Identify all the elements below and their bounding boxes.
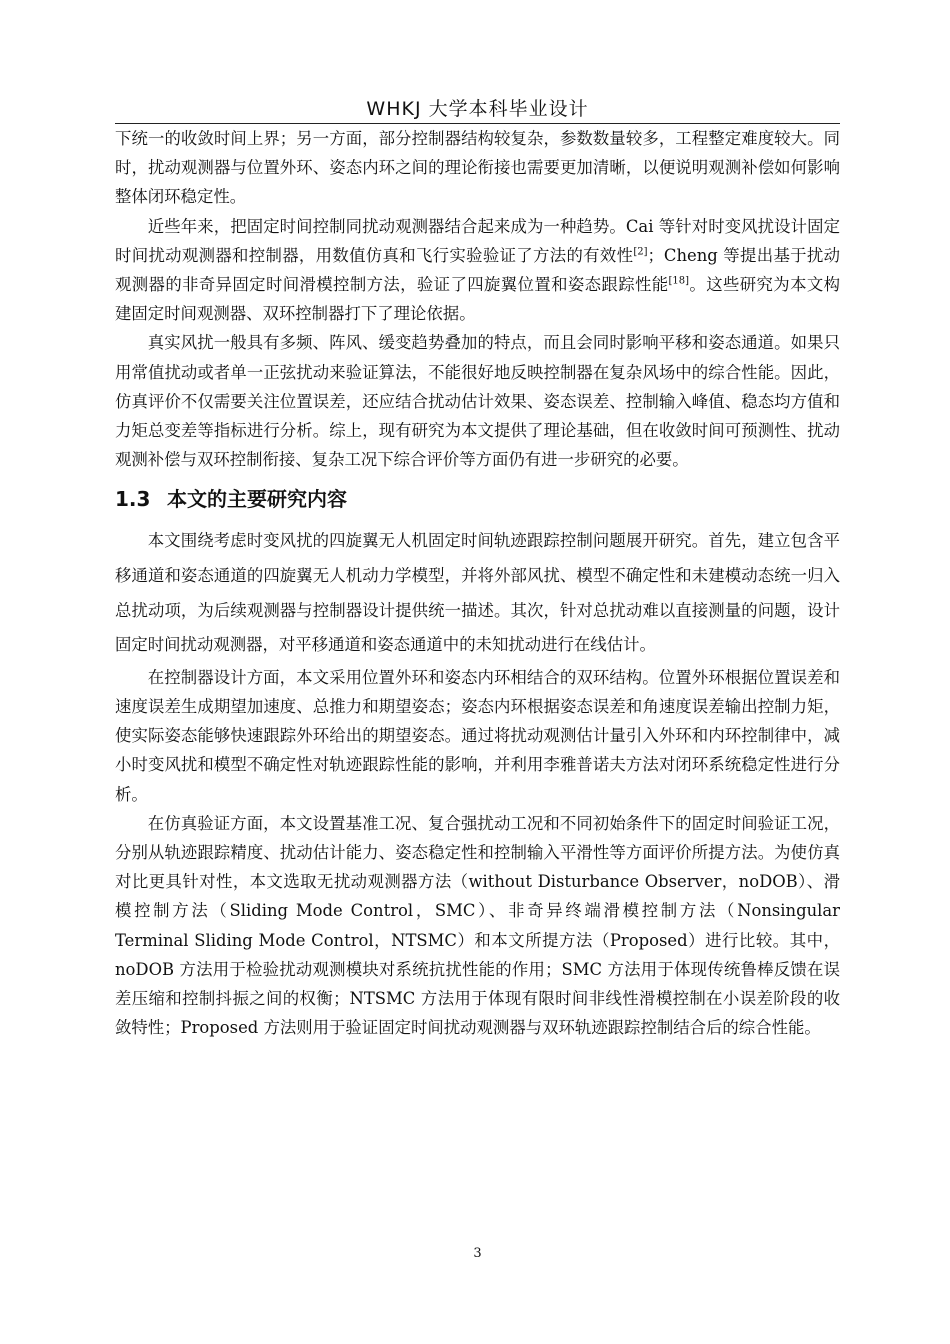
section-heading: [115, 484, 840, 514]
paragraph-simulation: 在仿真验证方面，本文设置基准工况、复合强扰动工况和不同初始条件下的固定时间验证工况，分别从轨迹跟踪精度、扰动估计能力、姿态稳定性和控制输入平滑性等方面评价所提方法。为使仿真对比更具针对性，本文选取无扰动观测器方法（without Disturbance Observer，noDOB）、滑模控制方法（Sliding Mode Control，SMC）、非奇异终端滑模控制方法（Nonsingular Terminal Sliding Mode Control，NTSMC）和本文所提方法（Proposed）进行比较。其中，noDOB 方法用于检验扰动观测模块对系统抗扰性能的作用；SMC 方法用于体现传统鲁棒反馈在误差压缩和控制抖振之间的权衡；NTSMC 方法用于体现有限时间非线性滑模控制在小误差阶段的收敛特性；Proposed 方法则用于验证固定时间扰动观测器与双环轨迹跟踪控制结合后的综合性能。: [115, 813, 840, 1038]
paragraph-text: ；Cheng 等提出基于扰动观测器的非奇异固定时间滑模控制方法，验证了四旋翼位置和姿态跟踪性能: [115, 245, 841, 295]
citation-marker: [18]: [668, 275, 690, 287]
paragraph-continued: 下统一的收敛时间上界；另一方面，部分控制器结构较复杂，参数数量较多，工程整定难度较大。同时，扰动观测器与位置外环、姿态内环之间的理论衔接也需要更加清晰，以便说明观测补偿如何影响整体闭环稳定性。: [115, 129, 840, 207]
paragraph-text: 近些年来，把固定时间控制同扰动观测器结合起来成为一种趋势。Cai 等针对时变风扰设计固定时间扰动观测器和控制器，用数值仿真和飞行实验验证了方法的有效性: [115, 216, 840, 265]
paragraph-wind-disturbance: 真实风扰一般具有多频、阵风、缓变趋势叠加的特点，而且会同时影响平移和姿态通道。如果只用常值扰动或者单一正弦扰动来验证算法，不能很好地反映控制器在复杂风场中的综合性能。因此，仿真评价不仅需要关注位置误差，还应结合扰动估计效果、姿态误差、控制输入峰值、稳态均方值和力矩总变差等指标进行分析。综上，现有研究为本文提供了理论基础，但在收敛时间可预测性、扰动观测补偿与双环控制衔接、复杂工况下综合评价等方面仍有进一步研究的必要。: [115, 333, 840, 470]
paragraph-controller-design: 在控制器设计方面，本文采用位置外环和姿态内环相结合的双环结构。位置外环根据位置误差和速度误差生成期望加速度、总推力和期望姿态；姿态内环根据姿态误差和角速度误差输出控制力矩，使实际姿态能够快速跟踪外环给出的期望姿态。通过将扰动观测估计量引入外环和内环控制律中，减小时变风扰和模型不确定性对轨迹跟踪性能的影响，并利用李雅普诺夫方法对闭环系统稳定性进行分析。: [115, 667, 840, 804]
paragraph-text: 。这些研究为本文构建固定时间观测器、双环控制器打下了理论依据。: [115, 275, 841, 324]
section-title: 本文的主要研究内容: [167, 487, 347, 512]
section-number: 1.3: [115, 487, 151, 512]
body-text: [115, 124, 840, 1042]
page-number: 3: [473, 1246, 482, 1261]
paragraph-related-work: [115, 212, 840, 329]
document-page: [115, 0, 840, 1344]
citation-marker: [2]: [633, 246, 648, 258]
paragraph-research-overview: 本文围绕考虑时变风扰的四旋翼无人机固定时间轨迹跟踪控制问题展开研究。首先，建立包含平移通道和姿态通道的四旋翼无人机动力学模型，并将外部风扰、模型不确定性和未建模动态统一归入总扰动项，为后续观测器与控制器设计提供统一描述。其次，针对总扰动难以直接测量的问题，设计固定时间扰动观测器，对平移通道和姿态通道中的未知扰动进行在线估计。: [115, 531, 840, 655]
page-header: WHKJ 大学本科毕业设计: [366, 98, 589, 120]
